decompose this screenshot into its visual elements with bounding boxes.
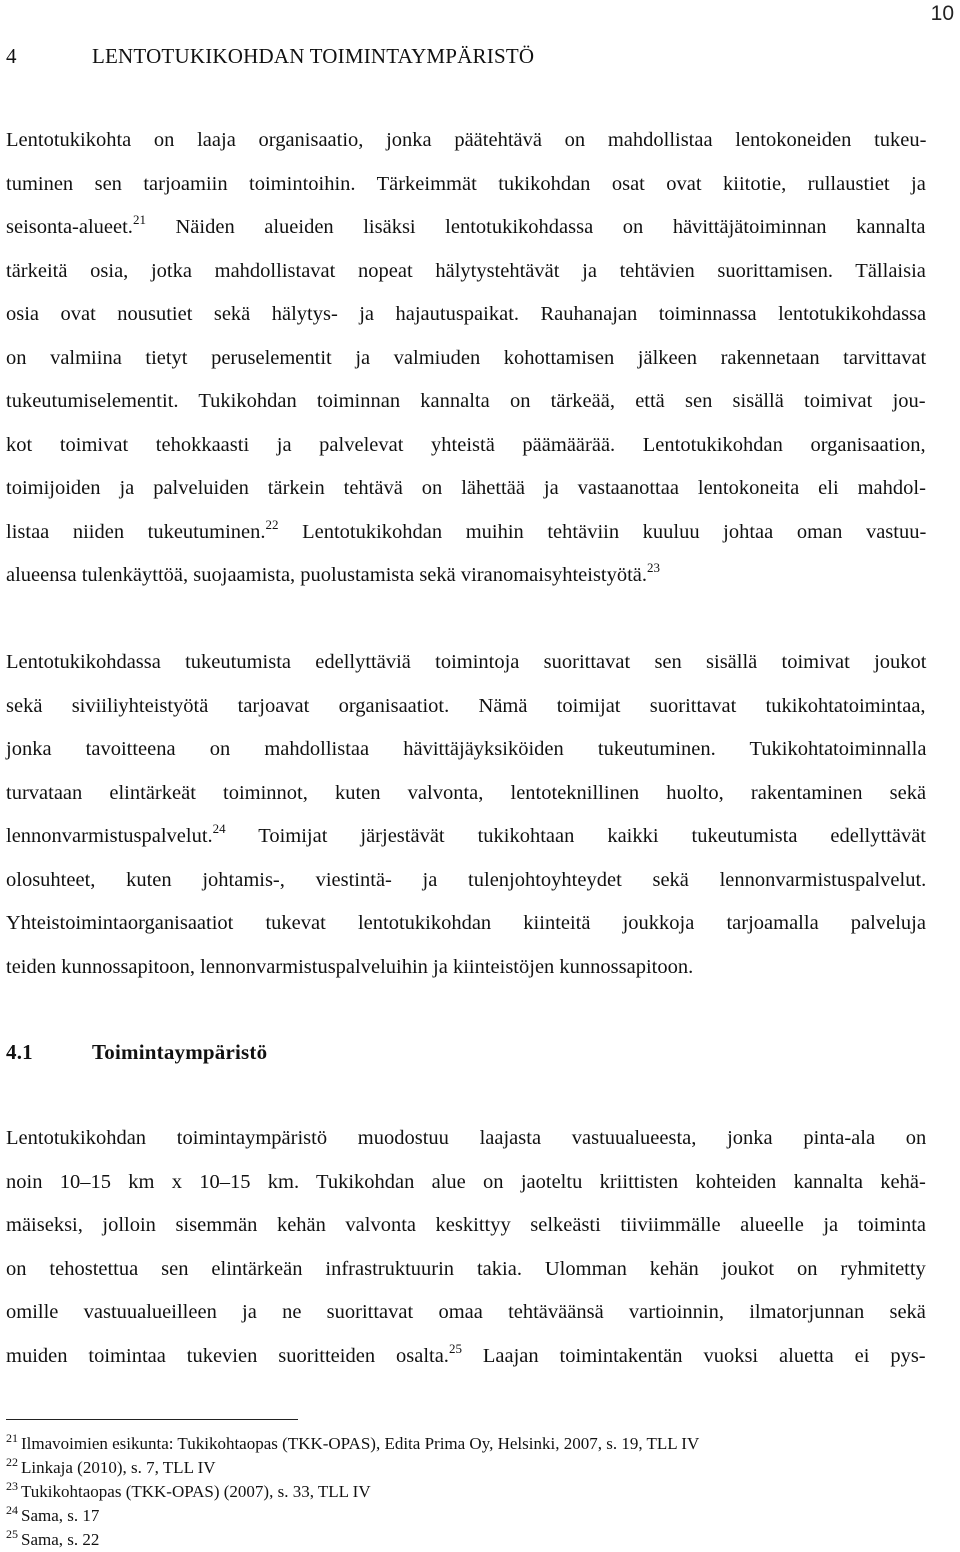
paragraph-3 [6, 1117, 926, 1378]
footnote-number: 24 [6, 1503, 18, 1517]
footnote-number: 22 [6, 1455, 18, 1469]
footnote [6, 1456, 699, 1480]
footnote-ref-25[interactable]: 25 [448, 1340, 462, 1356]
footnote-text: Linkaja (2010), s. 7, TLL IV [21, 1458, 216, 1477]
text-run: Toimijat järjestävät tukikohtaan kaikki tukeutumista edellyttävät [225, 825, 927, 847]
section-heading [6, 1040, 267, 1065]
footnote-number: 21 [6, 1431, 18, 1445]
footnote-ref-24[interactable]: 24 [212, 821, 226, 836]
text-run: Näiden alueiden lisäksi lentotukikohdassa on hävittäjätoiminnan kannalta [145, 216, 926, 238]
footnote-text: Sama, s. 17 [21, 1506, 100, 1525]
text-line [6, 815, 926, 859]
text-line: tukeutumiselementit. Tukikohdan toiminnan kannalta on tärkeää, että sen sisällä toimivat jou- [6, 390, 926, 412]
text-run: lennonvarmistuspalvelut. [6, 825, 213, 847]
text-line: Lentotukikohta on laaja organisaatio, jonka päätehtävä on mahdollistaa lentokoneiden tukeu- [6, 129, 927, 151]
text-line [6, 511, 926, 555]
text-line: omille vastuualueilleen ja ne suorittavat omaa tehtäväänsä vartioinnin, ilmatorjunnan sekä [6, 1301, 926, 1323]
footnote [6, 1528, 699, 1552]
text-line [6, 554, 926, 598]
footnote [6, 1432, 699, 1456]
footnote-number: 23 [6, 1479, 18, 1493]
text-line: on tehostettua sen elintärkeän infrastruktuurin takia. Ulomman kehän joukot on ryhmitetty [6, 1257, 926, 1280]
text-line: osia ovat nousutiet sekä hälytys- ja hajautuspaikat. Rauhanajan toiminnassa lentotukikohdassa [6, 303, 927, 325]
text-line: noin 10–15 km x 10–15 km. Tukikohdan alue on jaoteltu kriittisten kohteiden kannalta kehä- [6, 1170, 926, 1193]
footnote [6, 1504, 699, 1528]
text-run: Lentotukikohdan muihin tehtäviin kuuluu johtaa oman vastuu- [278, 520, 927, 543]
chapter-title: LENTOTUKIKOHDAN TOIMINTAYMPÄRISTÖ [92, 44, 535, 68]
text-line: Yhteistoimintaorganisaatiot tukevat lentotukikohdan kiinteitä joukkoja tarjoamalla palveluja [6, 912, 926, 934]
text-line: Lentotukikohdassa tukeutumista edellyttäviä toimintoja suorittavat sen sisällä toimivat joukot [6, 651, 927, 673]
footnote-ref-21[interactable]: 21 [132, 212, 146, 227]
footnote-ref-22[interactable]: 22 [265, 516, 279, 532]
footnote-number: 25 [6, 1527, 18, 1541]
footnote-text: Ilmavoimien esikunta: Tukikohtaopas (TKK-OPAS), Edita Prima Oy, Helsinki, 2007, s. 19, TLL IV [21, 1434, 700, 1453]
footnote [6, 1480, 699, 1504]
chapter-number: 4 [6, 44, 17, 68]
section-number: 4.1 [6, 1040, 33, 1064]
footnote-ref-23[interactable]: 23 [647, 560, 661, 575]
text-line: jonka tavoitteena on mahdollistaa hävittäjäyksiköiden tukeutuminen. Tukikohtatoiminnalla [6, 738, 927, 760]
footnote-text: Tukikohtaopas (TKK-OPAS) (2007), s. 33, TLL IV [21, 1482, 371, 1501]
text-run: Laajan toimintakentän vuoksi aluetta ei pys- [461, 1344, 926, 1367]
text-line: Lentotukikohdan toimintaympäristö muodostuu laajasta vastuualueesta, jonka pinta-ala on [6, 1127, 927, 1149]
page-number: 10 [930, 2, 954, 25]
paragraph-1 [6, 119, 926, 598]
text-run: muiden toimintaa tukevien suoritteiden osalta. [6, 1344, 449, 1367]
text-line: kot toimivat tehokkaasti ja palvelevat yhteistä päämäärää. Lentotukikohdan organisaation, [6, 433, 926, 456]
text-line [6, 206, 926, 250]
footnote-text: Sama, s. 22 [21, 1530, 100, 1549]
section-title: Toimintaympäristö [92, 1040, 268, 1064]
text-run: seisonta-alueet. [6, 216, 133, 238]
paragraph-2 [6, 641, 926, 989]
footnotes [6, 1432, 699, 1552]
footnote-divider [6, 1419, 298, 1420]
text-line: tuminen sen tarjoamiin toimintoihin. Tärkeimmät tukikohdan osat ovat kiitotie, rullaustiet ja [6, 172, 926, 195]
text-line: teiden kunnossapitoon, lennonvarmistuspalveluihin ja kiinteistöjen kunnossapitoon. [6, 955, 694, 978]
text-line: toimijoiden ja palveluiden tärkein tehtävä on lähettää ja vastaanottaa lentokoneita eli mahdol- [6, 477, 926, 499]
text-line: tärkeitä osia, jotka mahdollistavat nopeat hälytystehtävät ja tehtävien suorittamisen. Tällaisia [6, 259, 926, 282]
chapter-heading [6, 44, 534, 69]
text-line: sekä siviiliyhteistyötä tarjoavat organisaatiot. Nämä toimijat suorittavat tukikohtatoimintaa, [6, 694, 926, 717]
text-line: on valmiina tietyt peruselementit ja valmiuden kohottamisen jälkeen rakennetaan tarvittavat [6, 346, 927, 369]
text-run: alueensa tulenkäyttöä, suojaamista, puolustamista sekä viranomaisyhteistyötä. [6, 564, 648, 586]
text-line: olosuhteet, kuten johtamis-, viestintä- ja tulenjohtoyhteydet sekä lennonvarmistuspalvelut. [6, 868, 927, 891]
text-line [6, 1335, 926, 1379]
text-line: mäiseksi, jolloin sisemmän kehän valvonta keskittyy selkeästi tiiviimmälle alueelle ja toiminta [6, 1214, 926, 1236]
text-line: turvataan elintärkeät toiminnot, kuten valvonta, lentoteknillinen huolto, rakentaminen sekä [6, 781, 927, 804]
text-run: listaa niiden tukeutuminen. [6, 520, 266, 543]
